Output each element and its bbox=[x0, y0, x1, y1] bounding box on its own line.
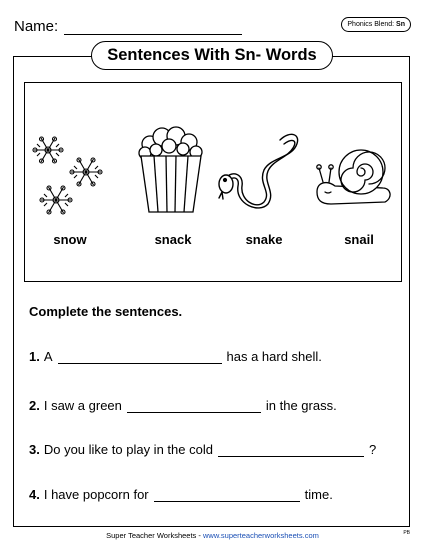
name-label: Name: bbox=[14, 18, 59, 35]
sentence-2 bbox=[29, 398, 337, 413]
snail-icon bbox=[313, 146, 395, 212]
sentence-before: A bbox=[43, 349, 53, 364]
answer-blank[interactable] bbox=[154, 489, 300, 502]
sentence-before: Do you like to play in the cold bbox=[43, 442, 213, 457]
word-snow: snow bbox=[53, 232, 87, 247]
phonics-badge bbox=[341, 17, 411, 32]
sentence-before: I saw a green bbox=[43, 398, 122, 413]
page-title: Sentences With Sn- Words bbox=[91, 41, 333, 70]
name-row bbox=[14, 18, 242, 35]
badge-prefix: Phonics Blend: bbox=[347, 21, 395, 28]
instructions: Complete the sentences. bbox=[29, 304, 183, 319]
footer-url[interactable]: www.superteacherworksheets.com bbox=[202, 531, 319, 540]
word-snail: snail bbox=[344, 232, 374, 247]
footer-brand: Super Teacher Worksheets - bbox=[106, 531, 203, 540]
answer-blank[interactable] bbox=[58, 351, 222, 364]
sentence-after: has a hard shell. bbox=[226, 349, 322, 364]
answer-blank[interactable] bbox=[218, 444, 364, 457]
sentence-4 bbox=[29, 487, 333, 502]
sentence-before: I have popcorn for bbox=[43, 487, 149, 502]
name-field[interactable] bbox=[64, 20, 242, 35]
sentence-3 bbox=[29, 442, 376, 457]
answer-blank[interactable] bbox=[127, 400, 261, 413]
sentence-number: 3. bbox=[29, 442, 40, 457]
sentence-after: in the grass. bbox=[265, 398, 337, 413]
footer bbox=[0, 531, 425, 540]
word-snake: snake bbox=[245, 232, 283, 247]
word-snack: snack bbox=[154, 232, 192, 247]
sentence-1 bbox=[29, 349, 322, 364]
badge-value: Sn bbox=[396, 21, 405, 28]
snake-icon bbox=[218, 126, 304, 212]
page-code: PB bbox=[403, 530, 410, 536]
sentence-after: ? bbox=[368, 442, 377, 457]
popcorn-icon bbox=[136, 126, 206, 216]
snowflakes-icon bbox=[30, 128, 106, 224]
sentence-number: 2. bbox=[29, 398, 40, 413]
sentence-after: time. bbox=[304, 487, 333, 502]
sentence-number: 1. bbox=[29, 349, 40, 364]
sentence-number: 4. bbox=[29, 487, 40, 502]
